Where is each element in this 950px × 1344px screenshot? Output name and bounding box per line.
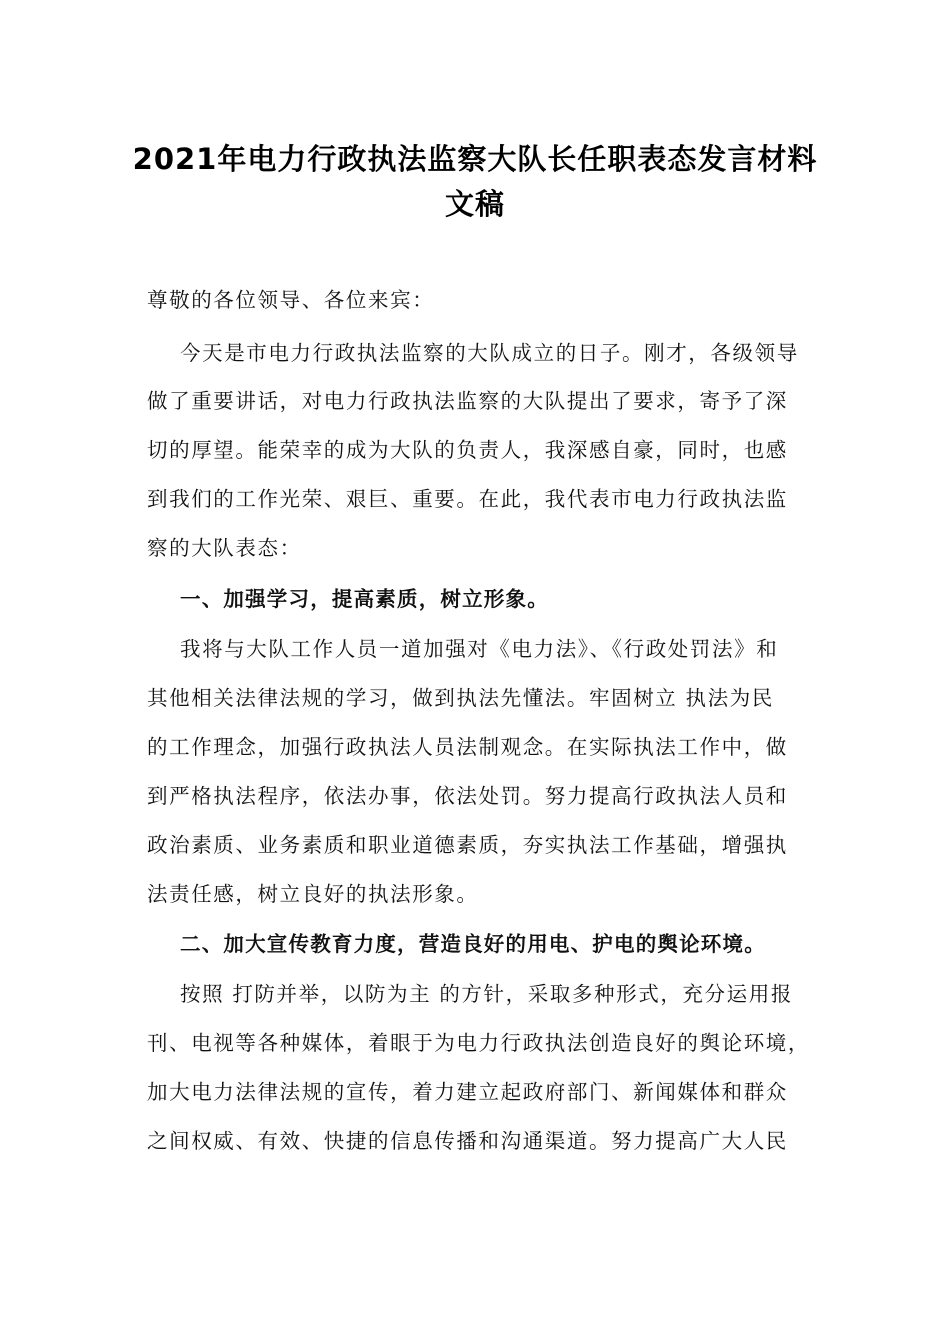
paragraph-2-line: 政治素质、业务素质和职业道德素质，夯实执法工作基础，增强执	[147, 833, 788, 857]
paragraph-3-line: 刊、电视等各种媒体，着眼于为电力行政执法创造良好的舆论环境，	[147, 1031, 810, 1055]
paragraph-2-line: 到严格执法程序，依法办事，依法处罚。努力提高行政执法人员和	[147, 784, 788, 808]
paragraph-2-line: 我将与大队工作人员一道加强对《电力法》、《行政处罚法》和	[180, 637, 779, 661]
paragraph-1-line: 切的厚望。能荣幸的成为大队的负责人，我深感自豪，同时，也感	[147, 438, 788, 462]
paragraph-1-line: 做了重要讲话，对电力行政执法监察的大队提出了要求，寄予了深	[147, 389, 788, 413]
document-title: 2021年电力行政执法监察大队长任职表态发言材料	[132, 142, 818, 176]
paragraph-2-line: 其他相关法律法规的学习，做到执法先懂法。牢固树立 执法为民	[147, 686, 774, 710]
section-heading-2: 二、加大宣传教育力度，营造良好的用电、护电的舆论环境。	[180, 932, 766, 956]
section-heading-1: 一、加强学习，提高素质，树立形象。	[180, 587, 549, 611]
document-title-continued: 文稿	[444, 187, 505, 221]
paragraph-1-line: 今天是市电力行政执法监察的大队成立的日子。刚才，各级领导	[180, 341, 799, 365]
paragraph-2-line: 的工作理念，加强行政执法人员法制观念。在实际执法工作中，做	[147, 735, 788, 759]
paragraph-1-line: 到我们的工作光荣、艰巨、重要。在此，我代表市电力行政执法监	[147, 487, 788, 511]
paragraph-1-line: 察的大队表态：	[147, 536, 302, 560]
paragraph-3-line: 按照 打防并举，以防为主 的方针，采取多种形式，充分运用报	[180, 982, 793, 1006]
paragraph-2-line: 法责任感，树立良好的执法形象。	[147, 882, 479, 906]
greeting: 尊敬的各位领导、各位来宾：	[147, 288, 435, 312]
paragraph-3-line: 加大电力法律法规的宣传，着力建立起政府部门、新闻媒体和群众	[147, 1080, 788, 1104]
paragraph-3-line: 之间权威、有效、快捷的信息传播和沟通渠道。努力提高广大人民	[147, 1129, 788, 1153]
